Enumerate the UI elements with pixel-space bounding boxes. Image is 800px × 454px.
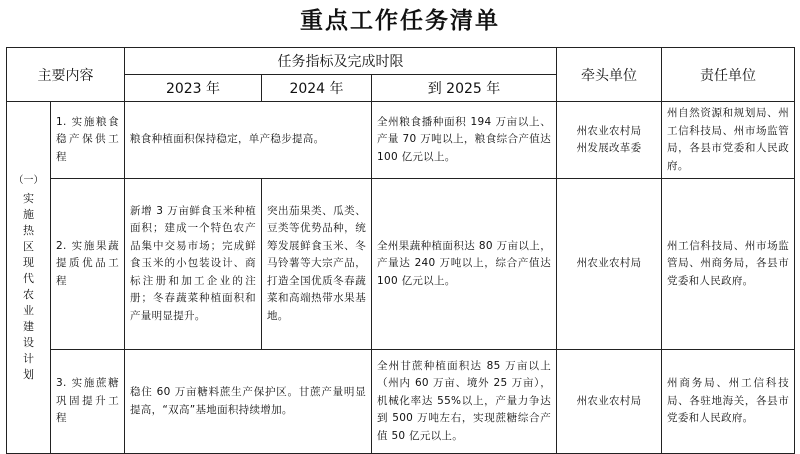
- target-2023-2024: 稳住 60 万亩糖料蔗生产保护区。甘蔗产量明显提高，“双高”基地面积持续增加。: [125, 350, 372, 454]
- table-row: [7, 350, 795, 454]
- target-2025: 全州粮食播种面积 194 万亩以上、产量 70 万吨以上，粮食综合产值达 100 亿元以上。: [372, 102, 557, 179]
- table-row: [7, 179, 795, 350]
- table-row: [7, 102, 795, 179]
- responsible-unit: 州自然资源和规划局、州工信科技局、州市场监管局，各县市党委和人民政府。: [662, 102, 795, 179]
- header-responsible-unit: 责任单位: [662, 48, 795, 102]
- category-cell: [7, 102, 51, 454]
- responsible-unit: 州工信科技局、州市场监管局、州商务局，各县市党委和人民政府。: [662, 179, 795, 350]
- responsible-unit: 州商务局、州工信科技局、各驻地海关，各县市党委和人民政府。: [662, 350, 795, 454]
- task-name: 3. 实施蔗糖巩固提升工程: [51, 350, 125, 454]
- header-targets-timeline: 任务指标及完成时限: [125, 48, 557, 75]
- target-2025: 全州果蔬种植面积达 80 万亩以上，产量达 240 万吨以上，综合产值达 100 亿元以上。: [372, 179, 557, 350]
- header-main-content: 主要内容: [7, 48, 125, 102]
- header-year-2025: 到 2025 年: [372, 75, 557, 102]
- lead-unit: 州农业农村局: [557, 179, 662, 350]
- category-number: （一）: [13, 174, 44, 186]
- target-2024: 突出茄果类、瓜类、豆类等优势品种，统筹发展鲜食玉米、冬马铃薯等大宗产品，打造全国优质冬春蔬菜和高端热带水果基地。: [262, 179, 372, 350]
- header-year-2023: 2023 年: [125, 75, 262, 102]
- category-name: 实施热区现代农业建设计划: [23, 191, 34, 381]
- target-2023: 新增 3 万亩鲜食玉米种植面积；建成一个特色农产品集中交易市场；完成鲜食玉米的小包装设计、商标注册和加工企业的注册；冬春蔬菜种植面积和产量明显提升。: [125, 179, 262, 350]
- lead-unit: 州农业农村局 州发展改革委: [557, 102, 662, 179]
- header-year-2024: 2024 年: [262, 75, 372, 102]
- target-2025: 全州甘蔗种植面积达 85 万亩以上（州内 60 万亩、境外 25 万亩），机械化率达 55%以上，产量力争达到 500 万吨左右，实现蔗糖综合产值 50 亿元以上。: [372, 350, 557, 454]
- task-name: 2. 实施果蔬提质优品工程: [51, 179, 125, 350]
- task-table: [6, 47, 795, 454]
- page-title: 重点工作任务清单: [300, 7, 500, 34]
- task-name: 1. 实施粮食稳产保供工程: [51, 102, 125, 179]
- lead-unit: 州农业农村局: [557, 350, 662, 454]
- header-lead-unit: 牵头单位: [557, 48, 662, 102]
- target-2023-2024: 粮食种植面积保持稳定，单产稳步提高。: [125, 102, 372, 179]
